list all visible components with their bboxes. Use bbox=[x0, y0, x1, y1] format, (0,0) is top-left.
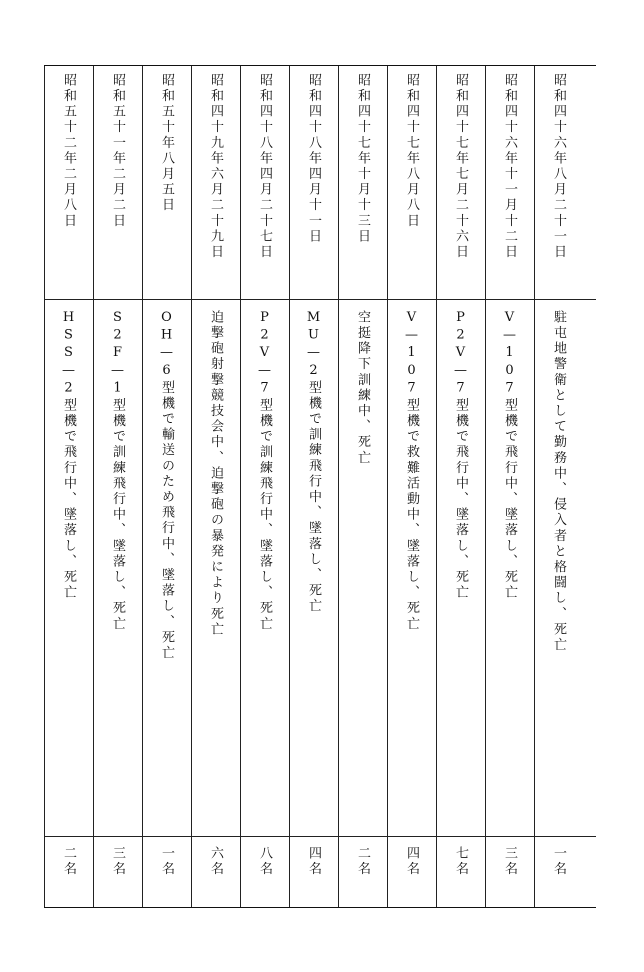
record-description: 駐屯地警衛として勤務中、侵入者と格闘し、死亡 bbox=[551, 310, 566, 654]
record-description: V—107型機で救難活動中、墜落し、死亡 bbox=[404, 310, 419, 632]
record-count: 四名 bbox=[306, 846, 321, 878]
record-column bbox=[338, 66, 387, 907]
record-count: 七名 bbox=[453, 846, 468, 878]
record-count: 三名 bbox=[502, 846, 517, 878]
record-count: 二名 bbox=[61, 846, 76, 878]
record-date: 昭和四十六年八月二十一日 bbox=[551, 73, 566, 261]
record-date: 昭和四十八年四月二十七日 bbox=[257, 73, 272, 261]
record-column bbox=[93, 66, 142, 907]
record-description: OH—6型機で輸送のため飛行中、墜落し、死亡 bbox=[159, 310, 174, 662]
record-date: 昭和四十八年四月十一日 bbox=[306, 73, 321, 245]
record-date: 昭和四十七年七月二十六日 bbox=[453, 73, 468, 261]
record-description: 空挺降下訓練中、死亡 bbox=[355, 310, 370, 466]
record-description: P2V—7型機で訓練飛行中、墜落し、死亡 bbox=[257, 310, 272, 632]
record-column bbox=[387, 66, 436, 907]
record-description: HSS—2型機で飛行中、墜落し、死亡 bbox=[61, 310, 76, 601]
record-count: 三名 bbox=[110, 846, 125, 878]
record-column bbox=[142, 66, 191, 907]
record-description: V—107型機で飛行中、墜落し、死亡 bbox=[502, 310, 517, 601]
record-description: MU—2型機で訓練飛行中、墜落し、死亡 bbox=[306, 310, 321, 615]
record-date: 昭和四十七年八月八日 bbox=[404, 73, 419, 229]
record-column bbox=[240, 66, 289, 907]
record-column bbox=[191, 66, 240, 907]
record-count: 六名 bbox=[208, 846, 223, 878]
record-column bbox=[44, 66, 93, 907]
casualty-table bbox=[44, 65, 596, 908]
record-date: 昭和五十一年二月二日 bbox=[110, 73, 125, 229]
record-column bbox=[289, 66, 338, 907]
record-description: 迫撃砲射撃競技会中、迫撃砲の暴発により死亡 bbox=[208, 310, 223, 638]
record-column bbox=[485, 66, 534, 907]
record-count: 一名 bbox=[159, 846, 174, 878]
record-date: 昭和四十六年十一月十二日 bbox=[502, 73, 517, 261]
record-count: 一名 bbox=[551, 846, 566, 878]
record-count: 四名 bbox=[404, 846, 419, 878]
record-count: 二名 bbox=[355, 846, 370, 878]
record-column bbox=[534, 66, 583, 907]
record-date: 昭和五十二年二月八日 bbox=[61, 73, 76, 229]
record-column bbox=[436, 66, 485, 907]
record-date: 昭和五十年八月五日 bbox=[159, 73, 174, 214]
record-description: P2V—7型機で飛行中、墜落し、死亡 bbox=[453, 310, 468, 601]
record-date: 昭和四十九年六月二十九日 bbox=[208, 73, 223, 261]
record-count: 八名 bbox=[257, 846, 272, 878]
record-date: 昭和四十七年十月十三日 bbox=[355, 73, 370, 245]
record-description: S2F—1型機で訓練飛行中、墜落し、死亡 bbox=[110, 310, 125, 632]
